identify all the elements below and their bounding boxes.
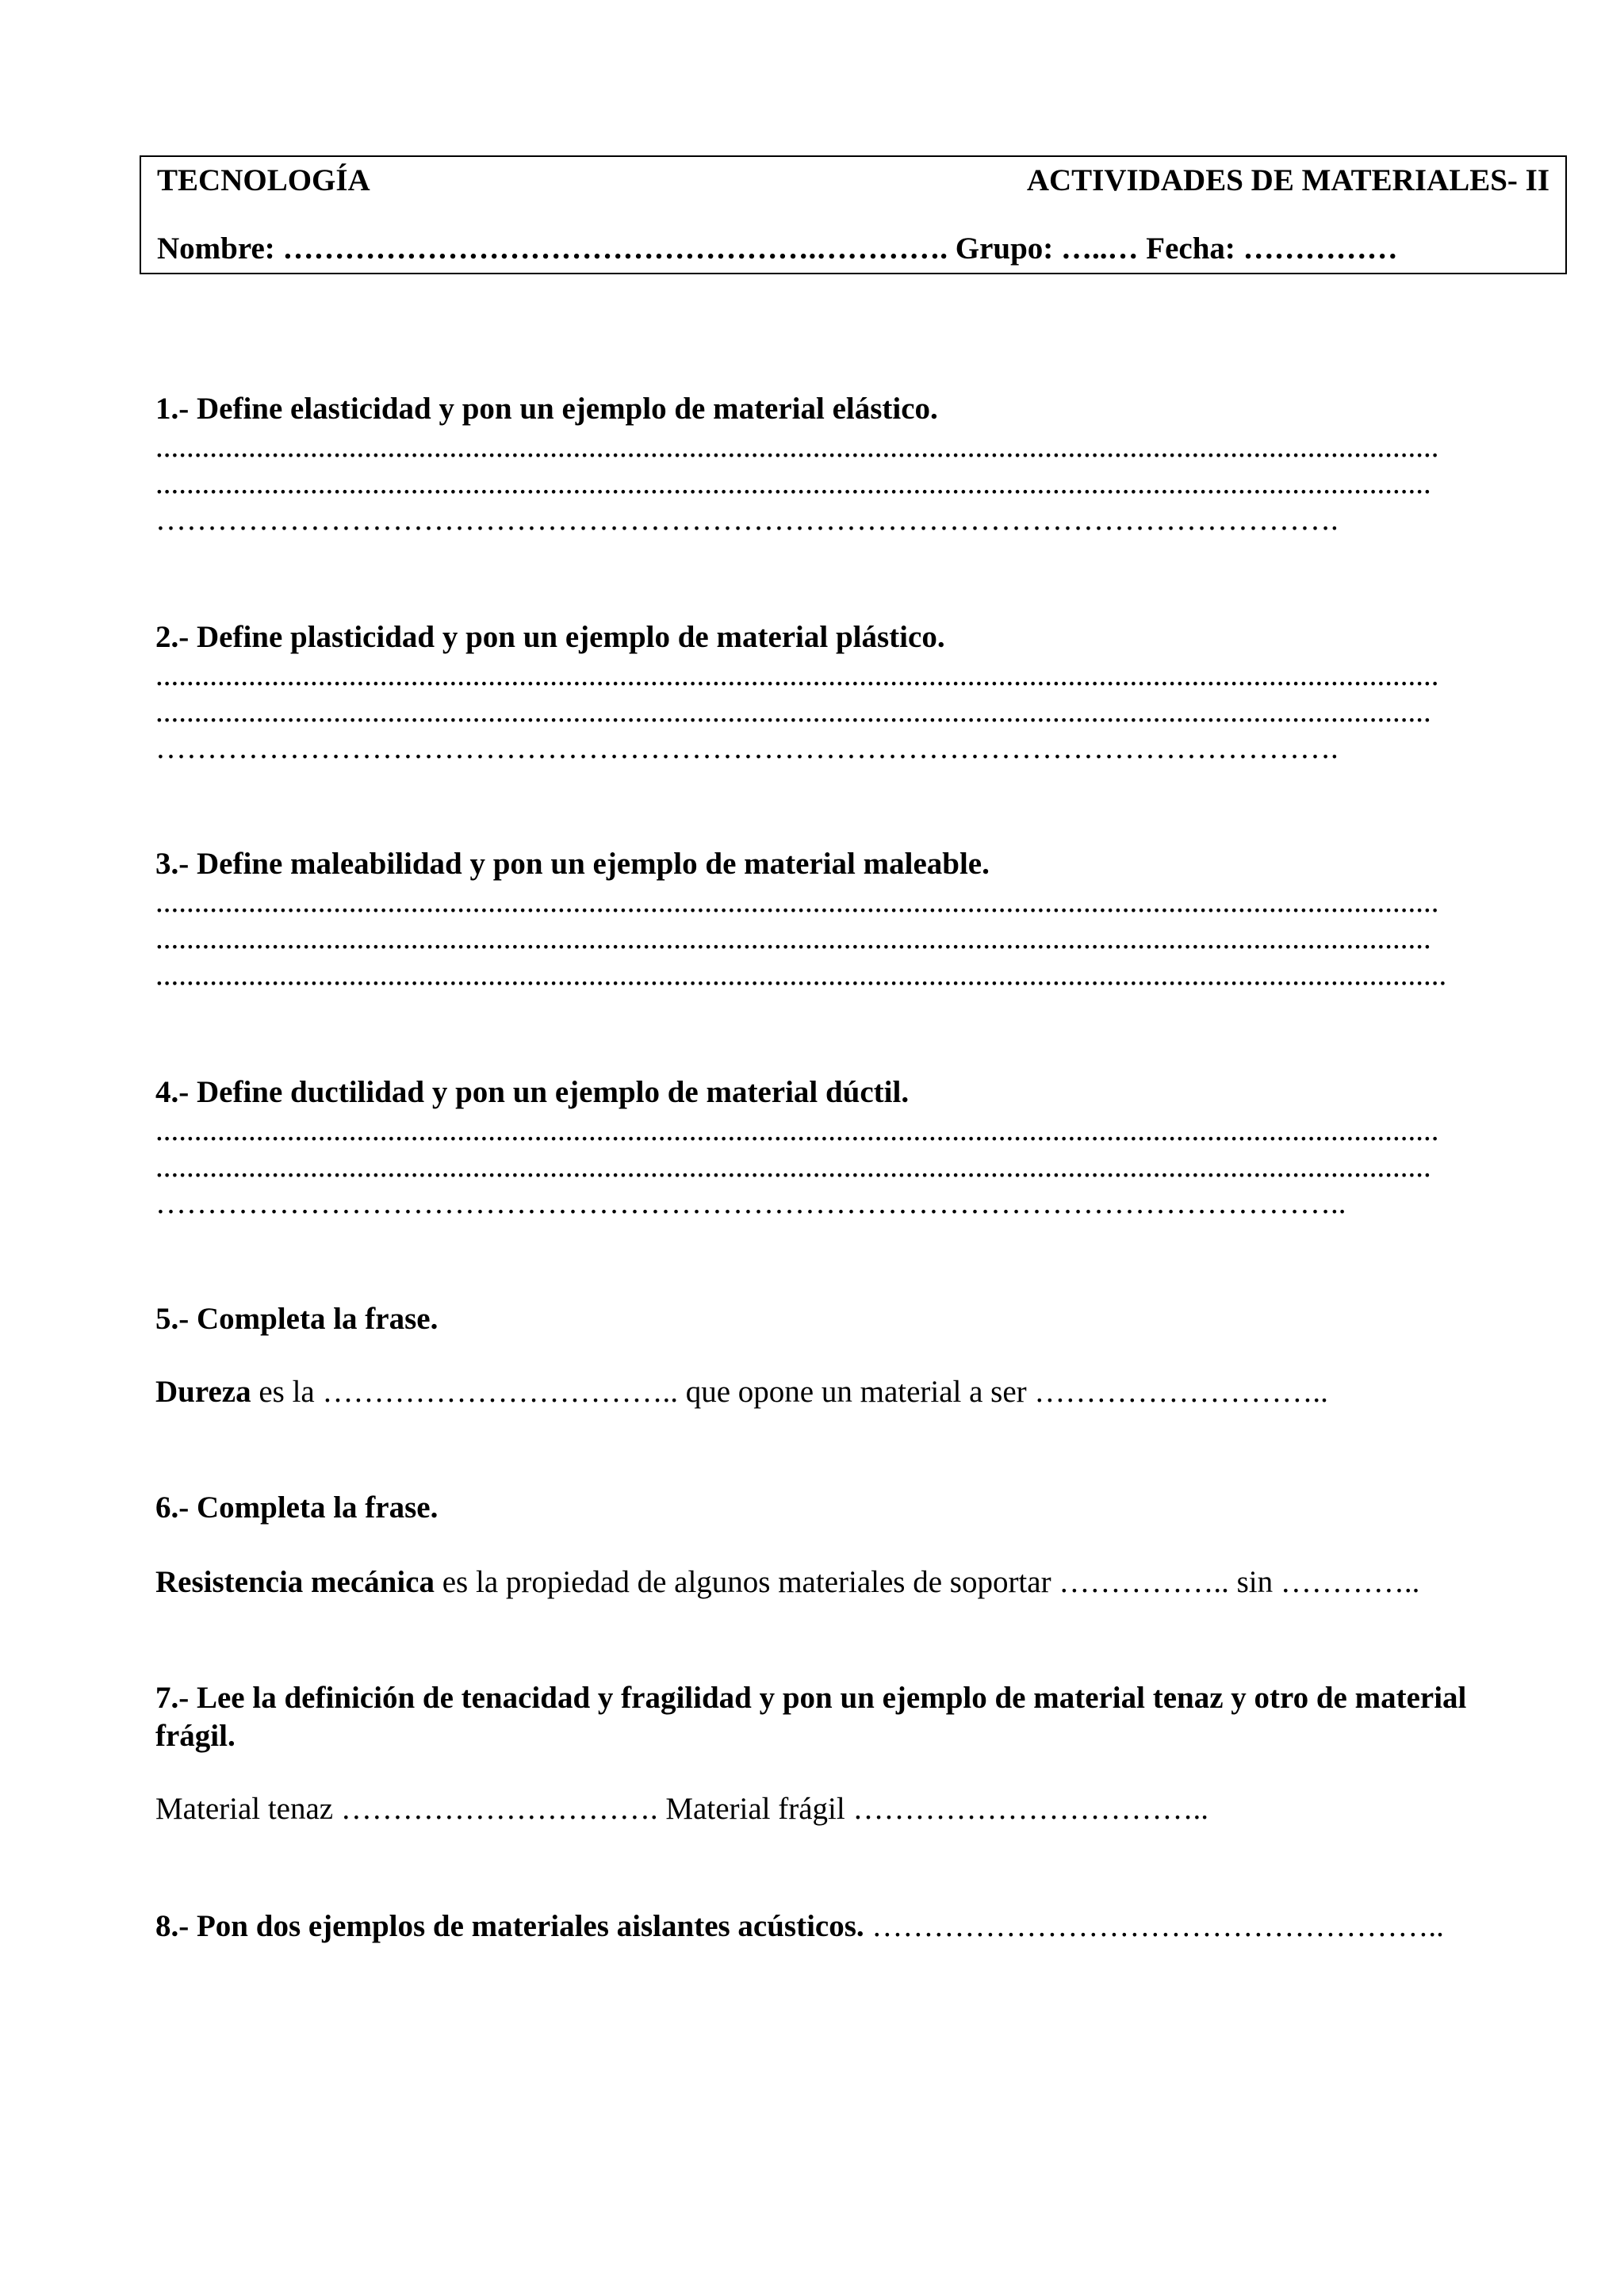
blank-6a[interactable]: …………….. [1059,1565,1229,1599]
group-blank[interactable]: …..… [1061,232,1139,266]
sentence-6 [155,1563,1551,1601]
tenaz-blank[interactable]: …………………………. [340,1792,658,1826]
subject-title: TECNOLOGÍA [157,163,370,197]
answer-line-4c[interactable]: …………………………………………………………………………………………………….. [155,1186,1346,1220]
sentence-6-part1: es la propiedad de algunos materiales de soportar [435,1565,1059,1599]
question-6: 6.- Completa la frase. [155,1490,439,1525]
answer-line-2a[interactable]: ...................................................................................................................................................................... [155,658,1439,692]
tenaz-label: Material tenaz [155,1792,341,1826]
answer-line-2b[interactable]: ..................................................................................................................................................................... [155,695,1431,729]
name-blank[interactable]: …………………………………………….…………. [282,232,948,266]
sentence-5-part2: que opone un material a ser [677,1375,1035,1409]
sentence-6-part2: sin [1228,1565,1281,1599]
worksheet-title: ACTIVIDADES DE MATERIALES- II [1026,163,1549,197]
question-3: 3.- Define maleabilidad y pon un ejemplo de material maleable. [155,847,990,881]
question-2: 2.- Define plasticidad y pon un ejemplo de material plástico. [155,620,945,654]
answer-line-3b[interactable]: ..................................................................................................................................................................... [155,921,1431,955]
student-fields [157,230,1398,268]
answer-7 [155,1790,1551,1828]
answer-line-3a[interactable]: ...................................................................................................................................................................... [155,885,1439,919]
blank-5b[interactable]: ……………………….. [1034,1375,1328,1409]
answer-line-1b[interactable]: ..................................................................................................................................................................... [155,466,1431,500]
answer-line-3c[interactable]: ....................................................................................................................................................................... [155,958,1447,992]
sentence-5 [155,1373,1551,1411]
answer-line-4b[interactable]: ..................................................................................................................................................................... [155,1150,1431,1184]
question-8 [155,1908,1551,1946]
question-5: 5.- Completa la frase. [155,1302,439,1336]
fragil-label: Material frágil [657,1792,853,1826]
question-1: 1.- Define elasticidad y pon un ejemplo de material elástico. [155,392,938,426]
group-label: Grupo: [955,232,1054,266]
answer-line-1a[interactable]: ...................................................................................................................................................................... [155,430,1439,464]
blank-5a[interactable]: …………………………….. [322,1375,678,1409]
blank-6b[interactable]: ………….. [1280,1565,1420,1599]
fragil-blank[interactable]: …………………………….. [852,1792,1208,1826]
date-blank[interactable]: …………… [1243,232,1398,266]
answer-line-4a[interactable]: ...................................................................................................................................................................... [155,1113,1439,1147]
question-4: 4.- Define ductilidad y pon un ejemplo de material dúctil. [155,1075,910,1109]
term-resistencia: Resistencia mecánica [155,1565,435,1599]
question-7: 7.- Lee la definición de tenacidad y fragilidad y pon un ejemplo de material tenaz y otro de material frágil. [155,1681,1467,1753]
answer-line-1c[interactable]: ……………………………………………………………………………………………………. [155,503,1339,537]
term-dureza: Dureza [155,1375,251,1409]
question-8-text: 8.- Pon dos ejemplos de materiales aislantes acústicos. [155,1909,864,1943]
header-box [140,155,1567,274]
sentence-5-part1: es la [251,1375,323,1409]
answer-line-2c[interactable]: ……………………………………………………………………………………………………. [155,731,1339,765]
name-label: Nombre: [157,232,275,266]
date-label: Fecha: [1146,232,1235,266]
blank-8[interactable]: ……………………………………………….. [864,1909,1444,1943]
